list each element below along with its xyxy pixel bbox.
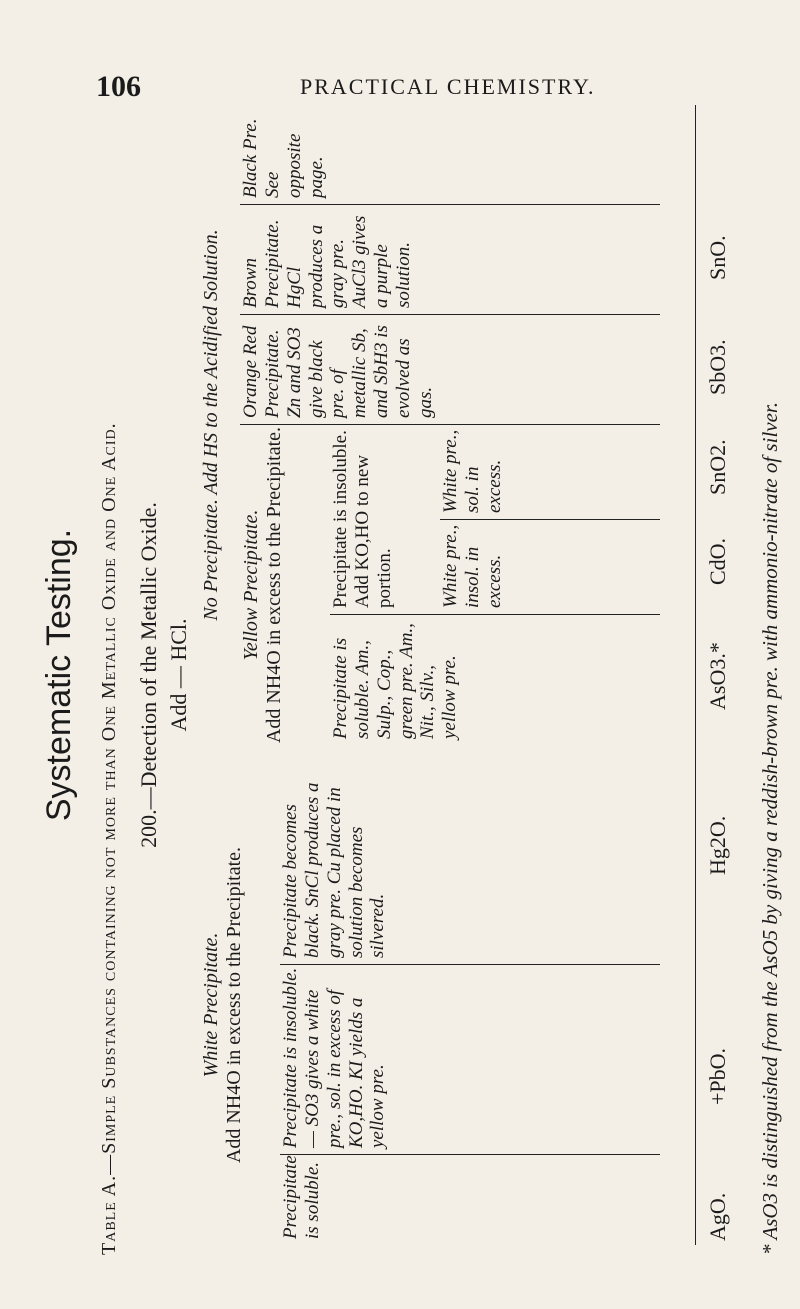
formula-ago: AgO. [705,1192,730,1241]
table-label: Table A.—Simple Substances containing not more than One Metallic Oxide and One Acid. [98,422,120,1255]
no-precipitate-heading: No Precipitate. Add HS to the Acidified Solution. [200,229,222,621]
yellow-precipitate-group [240,425,286,745]
formula-hg2o: Hg2O. [705,815,730,875]
black-precipitate: Black Pre. See opposite page. [240,105,660,205]
rotated-table [40,95,800,1255]
formula-rule [695,105,696,1245]
white-precipitate-heading: White Precipitate. [200,932,222,1078]
formula-cdo: CdO. [705,537,730,585]
add-hcl-instruction: Add — HCl. [166,618,191,732]
formula-sno: SnO. [705,235,730,280]
white-precipitate-instruction: Add NH4O in excess to the Precipitate. [223,846,245,1164]
formula-sno2: SnO2. [705,439,730,495]
page-number: 106 [96,70,141,103]
left-col-insoluble: Precipitate is insoluble. — SO3 gives a white pre., sol. in excess of KO,HO. KI yields a yellow pre. [280,965,660,1155]
footnote: * AsO3 is distinguished from the AsO5 by giving a reddish-brown pre. with ammonio-nitrate of silver. [758,401,782,1255]
left-col-black: Precipitate becomes black. SnCl produces a gray pre. Cu placed in solution becomes silvered. [280,765,660,965]
subtitle: 200.—Detection of the Metallic Oxide. [136,502,161,848]
section-title: Systematic Testing. [40,528,78,822]
left-col-soluble: Precipitate is soluble. [280,1155,323,1239]
yellow-insoluble: Precipitate is insoluble. Add KO,HO to new portion. [330,425,440,615]
white-precipitate-group [200,765,246,1245]
formula-sbo3: SbO3. [705,339,730,395]
yellow-white-sol: White pre., sol. in excess. [440,425,660,520]
brown-precipitate: Brown Precipitate. HgCl produces a gray pre. AuCl3 gives a purple solution. [240,205,660,315]
yellow-precipitate-instruction: Add NH4O in excess to the Precipitate. [263,426,285,744]
running-head: PRACTICAL CHEMISTRY. [300,74,596,99]
formula-aso3: AsO3.* [705,642,730,710]
yellow-soluble: Precipitate is soluble. Am., Sulp., Cop., green pre. Am., Nit., Silv., yellow pre. [330,623,461,739]
formula-pbo: +PbO. [705,1047,730,1105]
yellow-precipitate-heading: Yellow Precipitate. [240,509,262,661]
page-header [0,0,800,103]
orange-red-precipitate: Orange Red Precipitate. Zn and SO3 give black pre. of metallic Sb, and SbH3 is evolved as gas. [240,315,660,425]
yellow-white-insol: White pre., insol. in excess. [440,520,660,615]
